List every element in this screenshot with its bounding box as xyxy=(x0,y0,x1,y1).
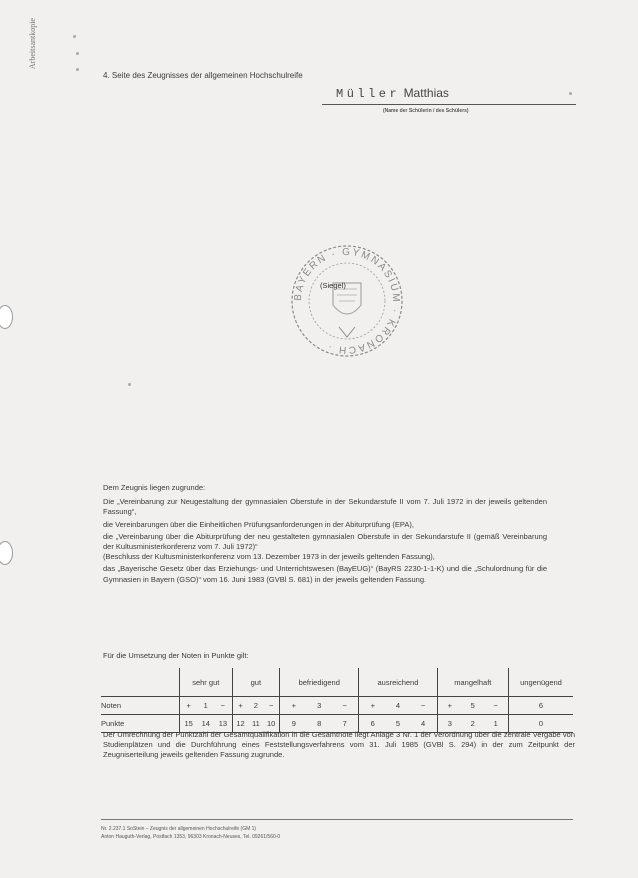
punch-hole-bottom xyxy=(0,541,13,565)
grade-conversion-table xyxy=(101,668,573,733)
punkte-cell: 13 xyxy=(214,715,232,733)
binder-dot xyxy=(76,68,79,71)
legal-basis-item: die „Vereinbarung über die Abiturprüfung der neu gestalteten gymnasialen Oberstufe in der Sekundarstufe II (gemäß Vereinbarung der Kultusministerkonferenz vom 7. Juli 1972)“ xyxy=(103,531,547,552)
grade-header-row xyxy=(101,668,573,697)
name-line xyxy=(322,104,576,105)
legal-basis-item: (Beschluss der Kultusministerkonferenz vom 13. Dezember 1973 in der jeweils geltenden Fassung), xyxy=(103,552,435,562)
grade-name: ausreichend xyxy=(359,668,437,697)
punkte-cell: 9 xyxy=(280,715,308,733)
legal-basis-item: die Vereinbarungen über die Einheitlichen Prüfungsanforderungen in der Abiturprüfung (EPA), xyxy=(103,519,414,529)
punkte-cell: 0 xyxy=(509,715,574,733)
note-cell: + xyxy=(359,697,386,715)
binder-dot xyxy=(76,52,79,55)
punkte-cell: 2 xyxy=(462,715,483,733)
legal-basis xyxy=(103,483,547,587)
seal-label: (Siegel) xyxy=(320,281,346,290)
grade-name: mangelhaft xyxy=(437,668,508,697)
legal-basis-item: Die „Vereinbarung zur Neugestaltung der gymnasialen Oberstufe in der Sekundarstufe II vom 7. Juli 1972 in der jeweils geltenden Fassung“, xyxy=(103,497,547,517)
speck-dot xyxy=(569,92,572,95)
punch-hole-top xyxy=(0,305,13,329)
note-cell: 6 xyxy=(509,697,574,715)
grade-name: sehr gut xyxy=(180,668,233,697)
note-cell: + xyxy=(437,697,462,715)
note-cell: + xyxy=(280,697,308,715)
speck-dot xyxy=(128,383,131,386)
note-cell: 3 xyxy=(307,697,331,715)
page-header: 4. Seite des Zeugnisses der allgemeinen Hochschulreife xyxy=(103,71,303,80)
name-caption: (Name der Schülerin / des Schülers) xyxy=(383,108,469,114)
noten-row xyxy=(101,697,573,715)
note-cell: − xyxy=(263,697,280,715)
legal-basis-intro: Dem Zeugnis liegen zugrunde: xyxy=(103,483,206,492)
note-cell: 2 xyxy=(249,697,264,715)
binder-dot xyxy=(73,35,76,38)
student-given-name: Matthias xyxy=(403,86,449,100)
points-intro: Für die Umsetzung der Noten in Punkte gilt: xyxy=(103,651,249,660)
publisher-footer xyxy=(101,826,280,841)
conversion-footnote: Der Umrechnung der Punktzahl der Gesamtqualifikation in die Gesamtnote liegt Anlage 3 Nr. 1 der Verordnung über die zentrale Vergabe von Studienplätzen und die Durchführung eines Feststellungsverfahrens vom 31. Juli 1985 (GVBl S. 294) in der zum Zeitpunkt der Zeugniserteilung jeweils geltenden Fassung zugrunde. xyxy=(103,730,575,759)
seal-ring-text: BAYERN · GYMNASIUM · KRONACH · xyxy=(292,246,402,356)
grade-name: befriedigend xyxy=(280,668,359,697)
note-cell: − xyxy=(331,697,359,715)
row-label-punkte: Punkte xyxy=(101,715,180,733)
note-cell: − xyxy=(483,697,508,715)
side-label: Arbeitsantkopie xyxy=(28,18,37,70)
punkte-cell: 10 xyxy=(263,715,280,733)
punkte-cell: 7 xyxy=(331,715,359,733)
note-cell: 4 xyxy=(386,697,409,715)
punkte-cell: 11 xyxy=(249,715,264,733)
punkte-cell: 5 xyxy=(386,715,409,733)
punkte-cell: 15 xyxy=(180,715,198,733)
official-seal-stamp xyxy=(289,243,405,359)
note-cell: 5 xyxy=(462,697,483,715)
note-cell: 1 xyxy=(197,697,214,715)
grade-name: gut xyxy=(232,668,280,697)
legal-basis-item: das „Bayerische Gesetz über das Erziehungs- und Unterrichtswesen (BayEUG)“ (BayRS 2230-1-1-K) und die „Schulordnung für die Gymnasien in Bayern (GSO)“ vom 16. Juni 1983 (GVBl S. 681) in der jeweils geltenden Fassung. xyxy=(103,564,547,584)
note-cell: + xyxy=(232,697,249,715)
table-corner xyxy=(101,668,180,697)
note-cell: − xyxy=(410,697,437,715)
footer-divider xyxy=(101,819,573,820)
note-cell: + xyxy=(180,697,198,715)
punkte-cell: 14 xyxy=(197,715,214,733)
punkte-cell: 12 xyxy=(232,715,249,733)
punkte-cell: 3 xyxy=(437,715,462,733)
punkte-cell: 4 xyxy=(410,715,437,733)
footer-line-1: Nr. 2.237.1 SoStein – Zeugnis der allgemeinen Hochschulreife (GM 1) xyxy=(101,826,257,832)
footer-line-2: Anton Hauguth-Verlag, Postfach 1353, 96303 Kronach-Neuses, Tel. 09261/560-0 xyxy=(101,833,281,840)
grade-name: ungenügend xyxy=(509,668,574,697)
note-cell: − xyxy=(214,697,232,715)
row-label-noten: Noten xyxy=(101,697,180,715)
punkte-cell: 1 xyxy=(483,715,508,733)
punkte-cell: 8 xyxy=(307,715,331,733)
student-surname: Müller xyxy=(336,87,401,101)
punkte-cell: 6 xyxy=(359,715,386,733)
student-name xyxy=(336,86,449,101)
